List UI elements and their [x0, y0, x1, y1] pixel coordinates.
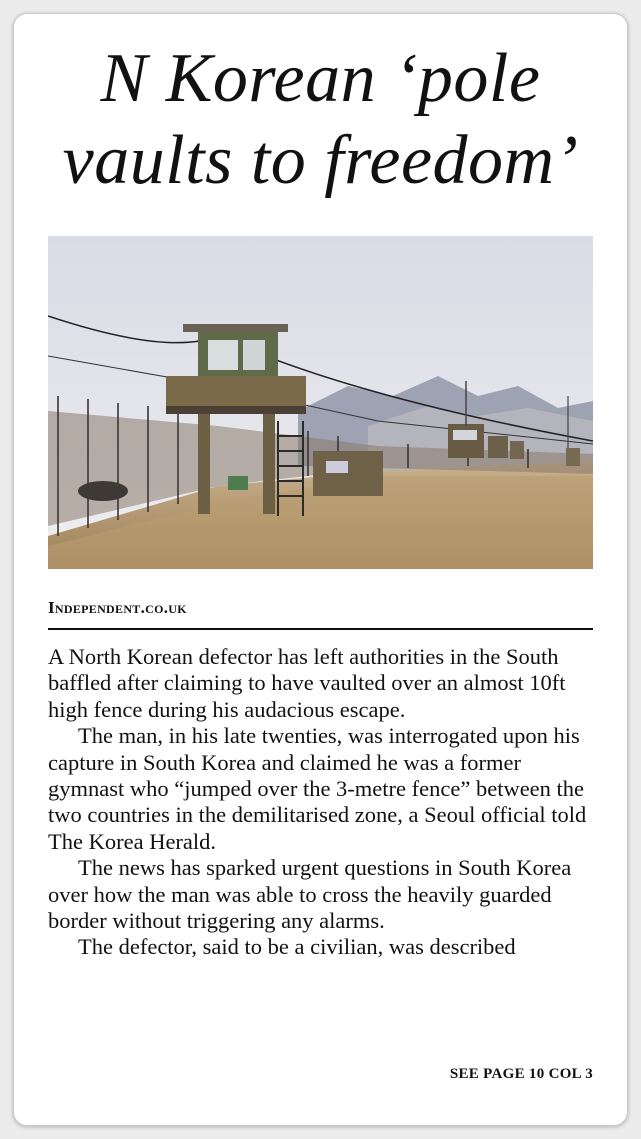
- paragraph-2: The man, in his late twenties, was interrogated upon his capture in South Korea and claimed he was a former gymnast who “jumped over the 3-metre fence” between the two countries in the demilitarised zone, a Seoul official told The Korea Herald.: [48, 723, 587, 854]
- paragraph-1: A North Korean defector has left authorities in the South baffled after claiming to have vaulted over an almost 10ft high fence during his audacious escape.: [48, 644, 566, 722]
- paragraph-4: The defector, said to be a civilian, was described: [78, 934, 516, 960]
- paragraph-3: The news has sparked urgent questions in South Korea over how the man was able to cross the heavily guarded border without triggering any alarms.: [48, 855, 572, 934]
- headline-line-2: vaults to freedom’: [62, 122, 579, 199]
- continuation-note: SEE PAGE 10 COL 3: [449, 1066, 593, 1082]
- headline: [0, 38, 641, 202]
- headline-line-1: N Korean ‘pole: [100, 40, 541, 117]
- source-credit: Independent.co.uk: [48, 598, 187, 617]
- divider-rule: [48, 628, 593, 630]
- border-guard-post-photo: [48, 236, 593, 569]
- article-body: [48, 644, 596, 961]
